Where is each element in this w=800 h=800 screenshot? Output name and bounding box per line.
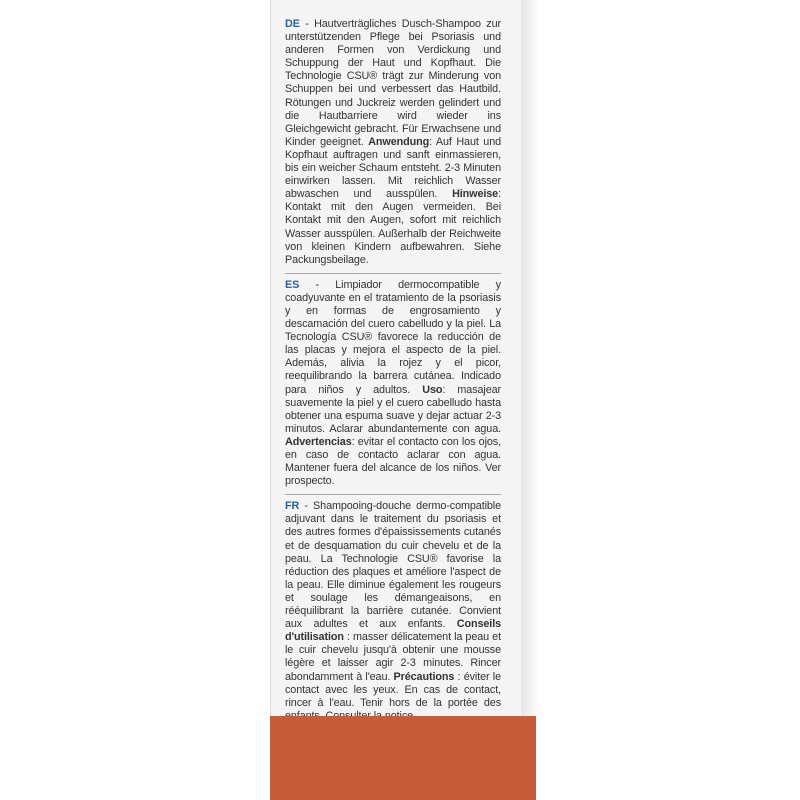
section-divider bbox=[285, 273, 501, 274]
language-code-de: DE bbox=[285, 18, 300, 30]
section-de-text-1: - Hautverträgliches Dusch-Shampoo zur unterstützenden Pflege bei Psoriasis und anderen Formen von Verdickung und Schuppung der Haut und Kopfhaut. Die Technologie CSU® trägt zur Minderung von Schuppen bei und verbessert das Hautbild. Rötungen und Juckreiz werden gelindert und die Hautbarriere wird wieder ins Gleichgewicht gebracht. Für Erwachsene und Kinder geeignet. bbox=[285, 18, 501, 148]
section-fr-text-3: : éviter le contact avec les yeux. En cas de contact, rincer à l'eau. Tenir hors de la portée des bbox=[285, 670, 501, 709]
section-de-heading-usage: Anwendung bbox=[368, 135, 430, 148]
language-code-es: ES bbox=[285, 278, 300, 291]
section-fr-text-1: - Shampooing-douche dermo-compatible adjuvant dans le traitement du psoriasis et des autres formes d'épaississements cutanés et de desquamation du cuir chevelu et de la peau. La Technologie CSU® favorise la réduction des plaques et améliore l'aspect de la peau. Elle diminue également les rougeurs et soulage les démangeaisons, en rééquilibrant la barrière cutanée. Convient aux adultes et aux enfants. bbox=[285, 500, 501, 631]
section-de-text-2: : Auf Haut und Kopfhaut auftragen und sanft einmassieren, bis ein weicher Schaum entsteht. 2-3 Minuten einwirken lassen. Mit reichlich Wasser abwaschen und ausspülen. bbox=[285, 135, 502, 201]
section-fr bbox=[285, 500, 501, 729]
section-es-text-2: : masajear suavemente la piel y el cuero cabelludo hasta obtener una espuma suave y dejar actuar 2-3 minutos. Aclarar abundantemente con agua. bbox=[285, 383, 502, 435]
section-de bbox=[285, 18, 501, 273]
orange-color-band bbox=[270, 716, 536, 800]
section-divider bbox=[285, 494, 501, 495]
section-es-heading-warnings: Advertencias bbox=[285, 435, 352, 448]
product-description-column bbox=[285, 18, 501, 729]
section-fr-heading-precautions: Précautions bbox=[393, 670, 455, 683]
section-de-heading-notes: Hinweise bbox=[452, 188, 499, 201]
section-de-text-3: : Kontakt mit den Augen vermeiden. Bei Kontakt mit den Augen, sofort mit reichlich Wasser ausspülen. Außerhalb der Reichweite von kleinen Kindern aufbewahren. Siehe Packungsbeilage. bbox=[285, 188, 501, 266]
section-es bbox=[285, 279, 501, 495]
language-code-fr: FR bbox=[285, 500, 300, 513]
section-es-heading-usage: Uso bbox=[422, 383, 443, 396]
section-es-text-1: - Limpiador dermocompatible y coadyuvante en el tratamiento de la psoriasis y en formas de engrosamiento y descamación del cuero cabelludo y la piel. La Tecnología CSU® favorece la reducción de las placas y mejora el aspecto de la piel. Además, alivia la rojez y el picor, reequilibrando la barrera cutánea. Indicado para niños y adultos. bbox=[285, 278, 501, 396]
section-fr-text-2: : masser délicatement la peau et le cuir chevelu jusqu'à obtenir une mousse légère et laisser agir 2-3 minutes. Rincer abondamment à l'eau. bbox=[285, 631, 501, 683]
section-fr-heading-usage: Conseils d'utilisation bbox=[285, 618, 501, 644]
section-es-text-3: : evitar el contacto con los ojos, en caso de contacto aclarar con agua. Mantener fuera del alcance de los niños. Ver prospecto. bbox=[285, 435, 501, 488]
